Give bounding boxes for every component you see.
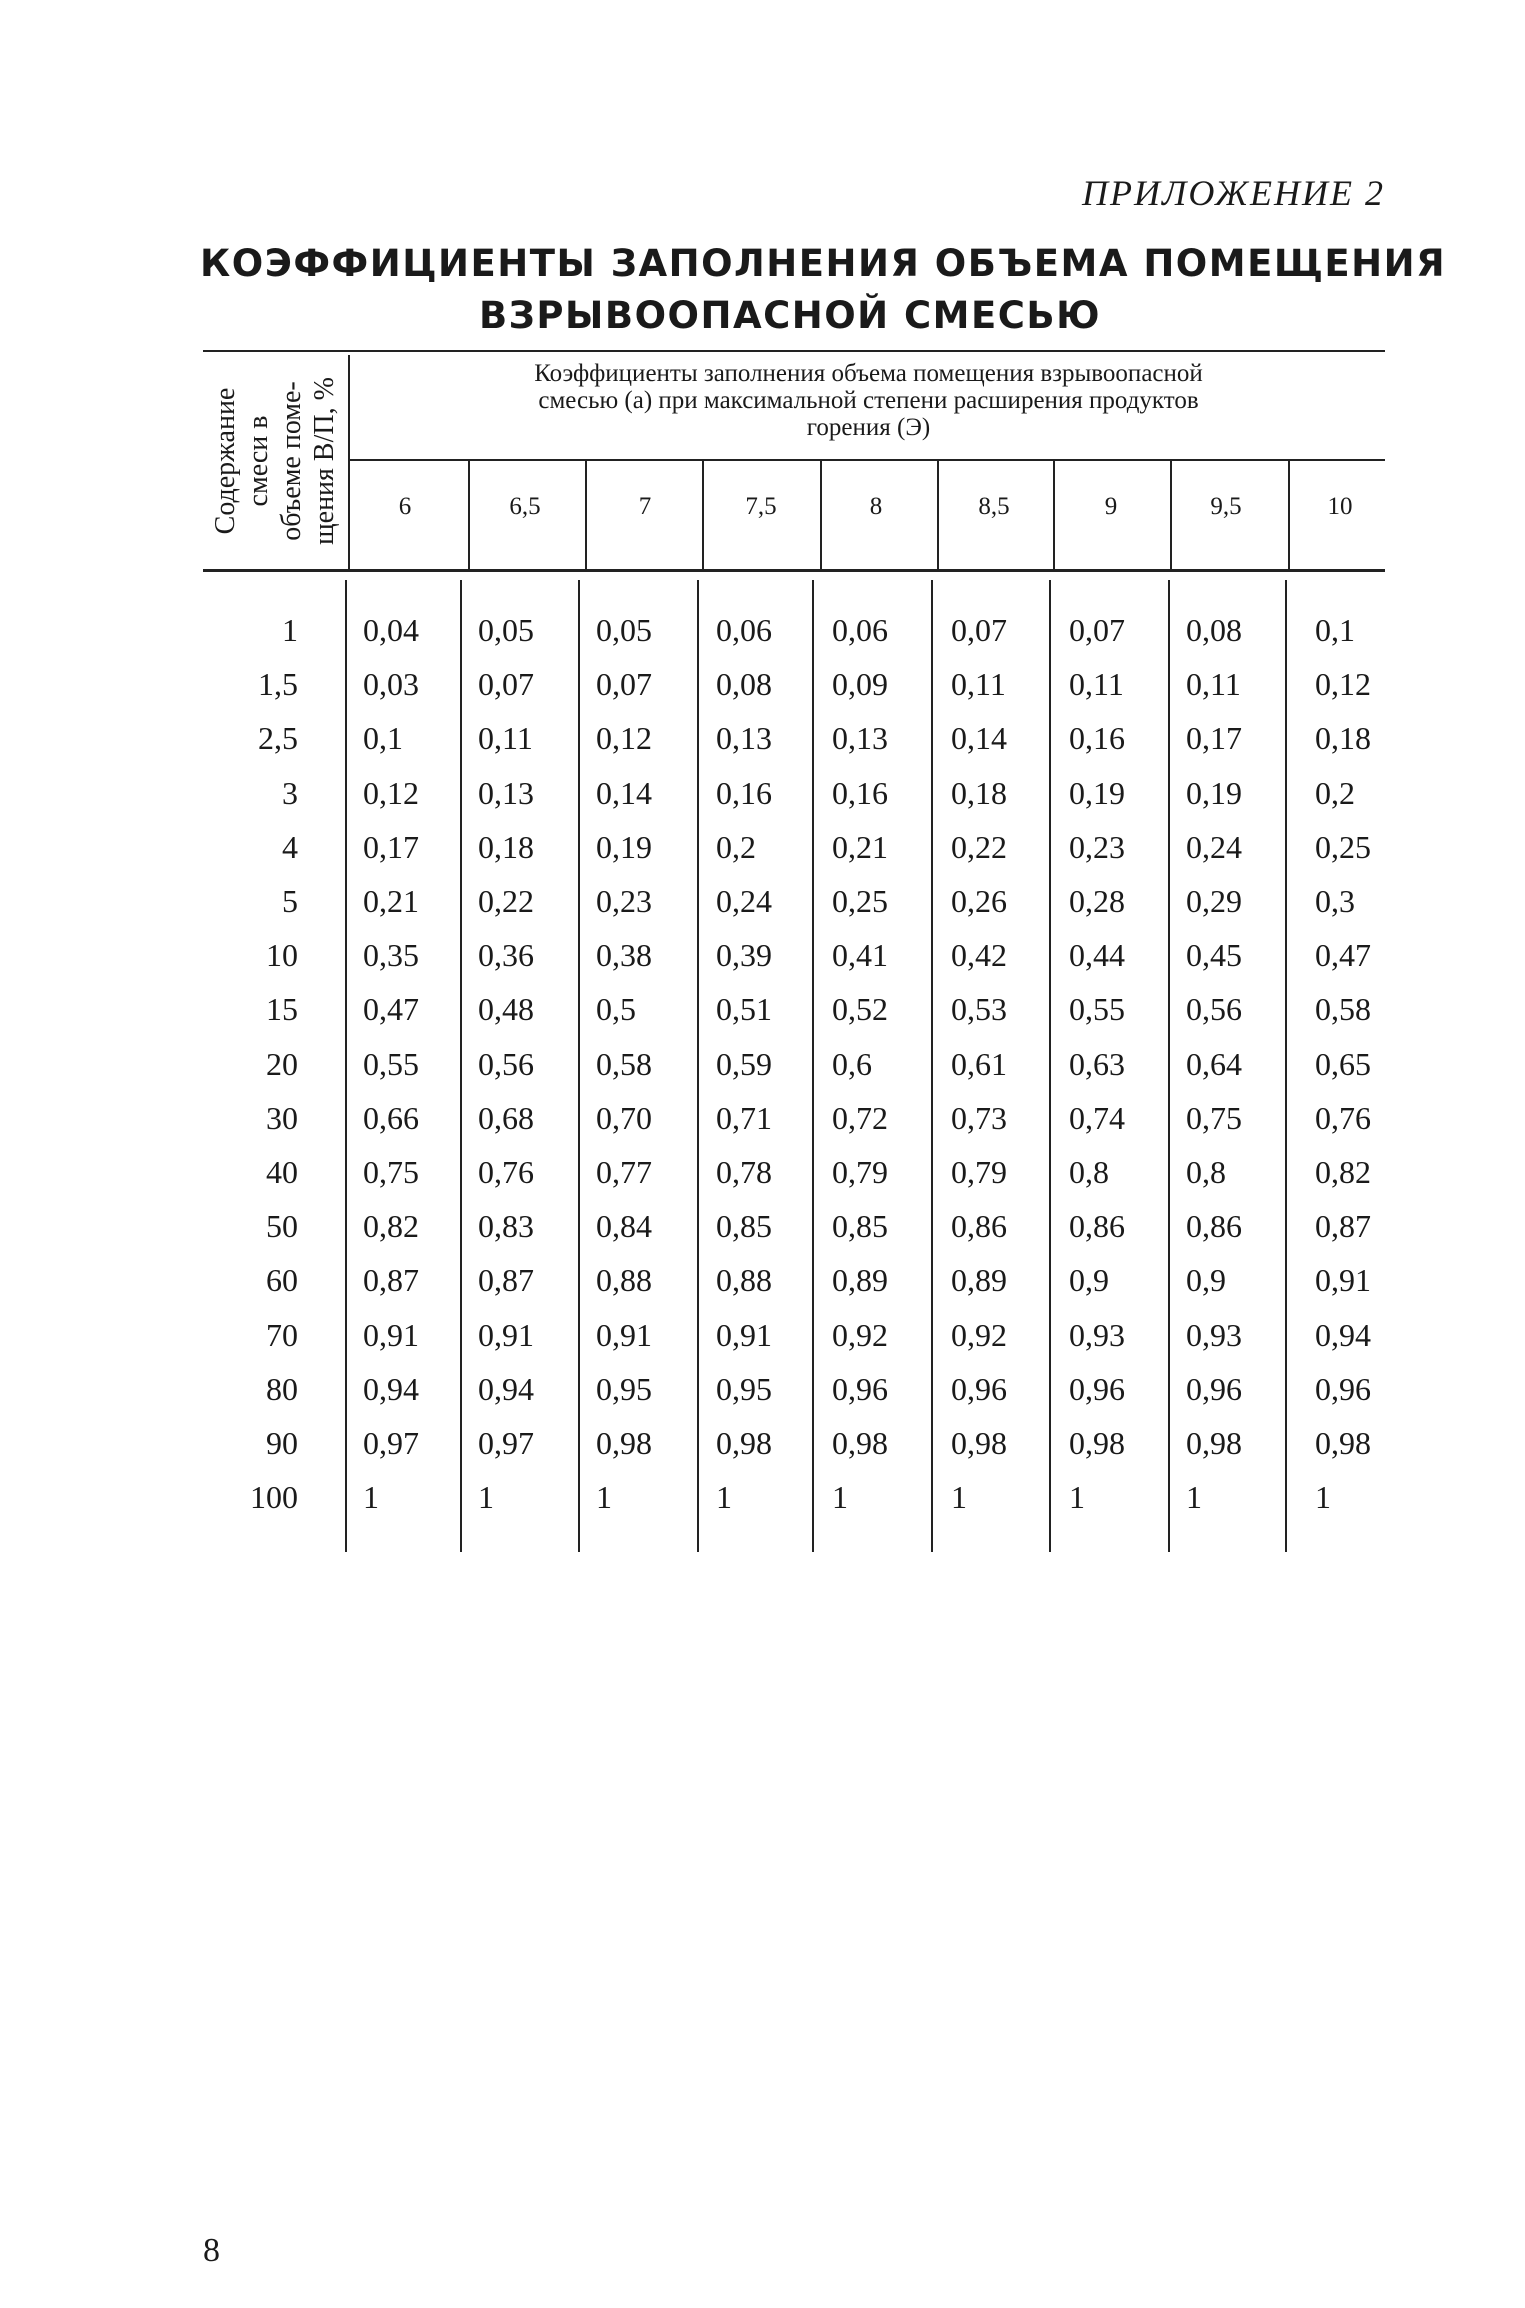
body-column-divider	[460, 580, 462, 1552]
table-cell: 0,87	[1315, 1208, 1371, 1245]
table-cell: 0,93	[1069, 1316, 1125, 1353]
column-header: 7,5	[745, 493, 777, 520]
table-cell: 0,25	[1315, 828, 1371, 865]
table-cell: 0,19	[1186, 774, 1242, 811]
table-cell: 0,13	[716, 720, 772, 757]
table-cell: 0,23	[1069, 828, 1125, 865]
page-title	[200, 238, 1447, 342]
table-cell: 0,41	[832, 937, 888, 974]
row-content-label: 30	[266, 1099, 298, 1136]
table-cell: 0,97	[478, 1425, 534, 1461]
table-cell: 0,36	[478, 937, 534, 974]
table-cell: 0,35	[363, 937, 419, 974]
table-cell: 0,56	[478, 1045, 534, 1082]
table-cell: 0,55	[1069, 991, 1125, 1028]
table-cell: 0,6	[832, 1045, 872, 1082]
table-cell: 0,75	[1186, 1099, 1242, 1136]
table-cell: 0,53	[951, 991, 1007, 1028]
table-cell: 0,71	[716, 1099, 772, 1136]
table-cell: 0,1	[363, 720, 403, 757]
table-cell: 0,89	[951, 1262, 1007, 1299]
table-cell: 0,98	[1315, 1425, 1371, 1461]
header-middle-rule	[350, 459, 1385, 461]
table-cell: 0,88	[716, 1262, 772, 1299]
table-cell: 0,96	[832, 1370, 888, 1407]
column-header: 9,5	[1210, 493, 1242, 520]
table-cell: 0,55	[363, 1045, 419, 1082]
table-cell: 0,08	[1186, 612, 1242, 648]
row-content-label: 2,5	[258, 720, 298, 757]
table-cell: 1	[951, 1479, 967, 1516]
table-cell: 0,96	[1315, 1370, 1371, 1407]
header-column-divider	[702, 461, 704, 569]
column-header: 9	[1104, 493, 1118, 520]
header-top-rule	[203, 350, 1385, 352]
table-cell: 1	[1315, 1479, 1331, 1516]
row-content-label: 90	[266, 1425, 298, 1461]
spanner-header	[352, 360, 1385, 441]
table-cell: 0,72	[832, 1099, 888, 1136]
header-column-divider	[585, 461, 587, 569]
table-cell: 0,07	[1069, 612, 1125, 648]
table-cell: 1	[716, 1479, 732, 1516]
table-cell: 0,98	[716, 1425, 772, 1461]
column-header: 8	[869, 493, 883, 520]
stub-header	[205, 356, 345, 566]
table-cell: 0,91	[1315, 1262, 1371, 1299]
body-column-divider	[1168, 580, 1170, 1552]
table-cell: 0,04	[363, 612, 419, 648]
row-content-label: 15	[266, 991, 298, 1028]
row-content-label: 50	[266, 1208, 298, 1245]
table-cell: 0,16	[1069, 720, 1125, 757]
table-cell: 0,59	[716, 1045, 772, 1082]
body-column-divider	[812, 580, 814, 1552]
table-cell: 0,17	[1186, 720, 1242, 757]
table-cell: 0,96	[951, 1370, 1007, 1407]
row-content-label: 1	[282, 612, 298, 648]
table-cell: 0,16	[832, 774, 888, 811]
table-cell: 0,05	[596, 612, 652, 648]
row-content-label: 1,5	[258, 666, 298, 703]
table-cell: 0,98	[832, 1425, 888, 1461]
table-cell: 0,85	[716, 1208, 772, 1245]
table-cell: 0,91	[596, 1316, 652, 1353]
table-cell: 0,14	[951, 720, 1007, 757]
table-cell: 0,93	[1186, 1316, 1242, 1353]
table-cell: 0,29	[1186, 883, 1242, 919]
table-cell: 0,9	[1186, 1262, 1226, 1299]
table-cell: 0,58	[596, 1045, 652, 1082]
table-cell: 0,68	[478, 1099, 534, 1136]
row-content-label: 5	[282, 883, 298, 919]
table-cell: 0,84	[596, 1208, 652, 1245]
table-cell: 0,98	[951, 1425, 1007, 1461]
column-header: 7	[638, 493, 652, 520]
table-cell: 0,75	[363, 1154, 419, 1190]
table-cell: 0,06	[832, 612, 888, 648]
appendix-label: ПРИЛОЖЕНИЕ 2	[1082, 173, 1385, 213]
table-cell: 0,47	[363, 991, 419, 1028]
table-cell: 0,48	[478, 991, 534, 1028]
column-header: 6	[398, 493, 412, 520]
table-cell: 0,83	[478, 1208, 534, 1245]
table-cell: 0,97	[363, 1425, 419, 1461]
table-cell: 0,25	[832, 883, 888, 919]
table-cell: 0,14	[596, 774, 652, 811]
table-cell: 0,94	[478, 1370, 534, 1407]
table-cell: 0,22	[951, 828, 1007, 865]
row-content-label: 100	[250, 1479, 298, 1516]
table-cell: 0,66	[363, 1099, 419, 1136]
table-cell: 0,26	[951, 883, 1007, 919]
row-content-label: 70	[266, 1316, 298, 1353]
table-cell: 0,79	[832, 1154, 888, 1190]
table-cell: 0,5	[596, 991, 636, 1028]
table-cell: 0,21	[832, 828, 888, 865]
table-cell: 0,03	[363, 666, 419, 703]
table-cell: 0,17	[363, 828, 419, 865]
title-line-1: КОЭФФИЦИЕНТЫ ЗАПОЛНЕНИЯ ОБЪЕМА ПОМЕЩЕНИЯ	[200, 242, 1447, 285]
table-cell: 0,95	[596, 1370, 652, 1407]
stub-header-line-4: щения В/П, %	[309, 377, 340, 545]
spanner-line-3: горения (Э)	[806, 414, 931, 441]
title-line-2: ВЗРЫВООПАСНОЙ СМЕСЬЮ	[478, 294, 1102, 337]
table-cell: 0,19	[1069, 774, 1125, 811]
table-cell: 0,11	[951, 666, 1006, 703]
header-column-divider	[1053, 461, 1055, 569]
table-cell: 0,11	[478, 720, 533, 757]
table-cell: 0,07	[596, 666, 652, 703]
table-cell: 0,07	[478, 666, 534, 703]
table-cell: 0,8	[1186, 1154, 1226, 1190]
row-content-label: 80	[266, 1370, 298, 1407]
stub-divider	[348, 355, 350, 570]
table-cell: 0,79	[951, 1154, 1007, 1190]
table-cell: 0,91	[478, 1316, 534, 1353]
table-cell: 0,2	[1315, 774, 1355, 811]
row-content-label: 20	[266, 1045, 298, 1082]
table-cell: 0,2	[716, 828, 756, 865]
table-cell: 0,24	[1186, 828, 1242, 865]
table-cell: 0,51	[716, 991, 772, 1028]
table-cell: 0,22	[478, 883, 534, 919]
row-content-label: 3	[282, 774, 298, 811]
table-cell: 0,64	[1186, 1045, 1242, 1082]
table-cell: 0,98	[1186, 1425, 1242, 1461]
table-cell: 0,18	[951, 774, 1007, 811]
table-cell: 0,94	[1315, 1316, 1371, 1353]
table-cell: 0,77	[596, 1154, 652, 1190]
body-column-divider	[697, 580, 699, 1552]
body-column-divider	[578, 580, 580, 1552]
table-cell: 0,24	[716, 883, 772, 919]
column-header: 10	[1327, 493, 1353, 520]
stub-header-line-3: объеме поме-	[276, 381, 307, 541]
table-cell: 0,87	[363, 1262, 419, 1299]
table-cell: 0,08	[716, 666, 772, 703]
table-cell: 0,39	[716, 937, 772, 974]
column-header: 6,5	[509, 493, 541, 520]
table-cell: 0,95	[716, 1370, 772, 1407]
row-content-label: 4	[282, 828, 298, 865]
table-cell: 0,86	[1186, 1208, 1242, 1245]
stub-header-line-1: Содержание	[210, 387, 241, 535]
table-cell: 0,92	[832, 1316, 888, 1353]
table-cell: 0,98	[596, 1425, 652, 1461]
table-cell: 0,1	[1315, 612, 1355, 648]
table-cell: 0,12	[596, 720, 652, 757]
page-number: 8	[203, 2232, 220, 2269]
table-cell: 0,05	[478, 612, 534, 648]
table-cell: 0,06	[716, 612, 772, 648]
table-cell: 0,23	[596, 883, 652, 919]
table-cell: 0,45	[1186, 937, 1242, 974]
table-cell: 0,98	[1069, 1425, 1125, 1461]
table-cell: 0,28	[1069, 883, 1125, 919]
header-bottom-rule	[203, 569, 1385, 572]
body-column-divider	[1049, 580, 1051, 1552]
table-cell: 1	[832, 1479, 848, 1516]
table-cell: 0,13	[832, 720, 888, 757]
table-cell: 0,12	[1315, 666, 1371, 703]
table-cell: 1	[1069, 1479, 1085, 1516]
table-cell: 0,11	[1069, 666, 1124, 703]
table-cell: 0,07	[951, 612, 1007, 648]
table-cell: 0,58	[1315, 991, 1371, 1028]
table-cell: 0,56	[1186, 991, 1242, 1028]
table-cell: 0,9	[1069, 1262, 1109, 1299]
table-cell: 0,19	[596, 828, 652, 865]
table-cell: 0,11	[1186, 666, 1241, 703]
table-cell: 0,96	[1069, 1370, 1125, 1407]
table-cell: 0,63	[1069, 1045, 1125, 1082]
spanner-line-1: Коэффициенты заполнения объема помещения взрывоопасной	[534, 360, 1203, 387]
table-cell: 0,18	[1315, 720, 1371, 757]
table-cell: 0,74	[1069, 1099, 1125, 1136]
table-cell: 0,3	[1315, 883, 1355, 919]
table-cell: 1	[478, 1479, 494, 1516]
table-cell: 0,70	[596, 1099, 652, 1136]
table-cell: 0,61	[951, 1045, 1007, 1082]
table-cell: 0,82	[363, 1208, 419, 1245]
table-cell: 0,65	[1315, 1045, 1371, 1082]
row-content-label: 60	[266, 1262, 298, 1299]
table-cell: 0,8	[1069, 1154, 1109, 1190]
table-cell: 0,44	[1069, 937, 1125, 974]
table-cell: 0,87	[478, 1262, 534, 1299]
table-cell: 0,52	[832, 991, 888, 1028]
table-cell: 0,92	[951, 1316, 1007, 1353]
table-cell: 1	[596, 1479, 612, 1516]
table-cell: 0,76	[478, 1154, 534, 1190]
table-cell: 0,91	[716, 1316, 772, 1353]
row-content-label: 40	[266, 1154, 298, 1190]
table-cell: 0,82	[1315, 1154, 1371, 1190]
body-column-divider	[345, 580, 347, 1552]
table-cell: 0,38	[596, 937, 652, 974]
table-cell: 0,86	[1069, 1208, 1125, 1245]
table-cell: 0,12	[363, 774, 419, 811]
spanner-line-2: смесью (а) при максимальной степени расширения продуктов	[538, 387, 1199, 414]
table-cell: 0,91	[363, 1316, 419, 1353]
table-cell: 0,76	[1315, 1099, 1371, 1136]
table-cell: 0,88	[596, 1262, 652, 1299]
table-cell: 0,47	[1315, 937, 1371, 974]
table-cell: 0,21	[363, 883, 419, 919]
table-cell: 0,89	[832, 1262, 888, 1299]
table-cell: 0,94	[363, 1370, 419, 1407]
table-cell: 0,85	[832, 1208, 888, 1245]
stub-header-line-2: смеси в	[243, 415, 274, 507]
table-cell: 0,16	[716, 774, 772, 811]
table-cell: 0,86	[951, 1208, 1007, 1245]
table-cell: 0,18	[478, 828, 534, 865]
body-column-divider	[931, 580, 933, 1552]
column-header: 8,5	[978, 493, 1010, 520]
table-cell: 0,09	[832, 666, 888, 703]
table-cell: 1	[363, 1479, 379, 1516]
body-column-divider	[1285, 580, 1287, 1552]
row-content-label: 10	[266, 937, 298, 974]
table-cell: 0,78	[716, 1154, 772, 1190]
table-cell: 0,42	[951, 937, 1007, 974]
table-cell: 1	[1186, 1479, 1202, 1516]
table-cell: 0,13	[478, 774, 534, 811]
table-cell: 0,73	[951, 1099, 1007, 1136]
table-cell: 0,96	[1186, 1370, 1242, 1407]
